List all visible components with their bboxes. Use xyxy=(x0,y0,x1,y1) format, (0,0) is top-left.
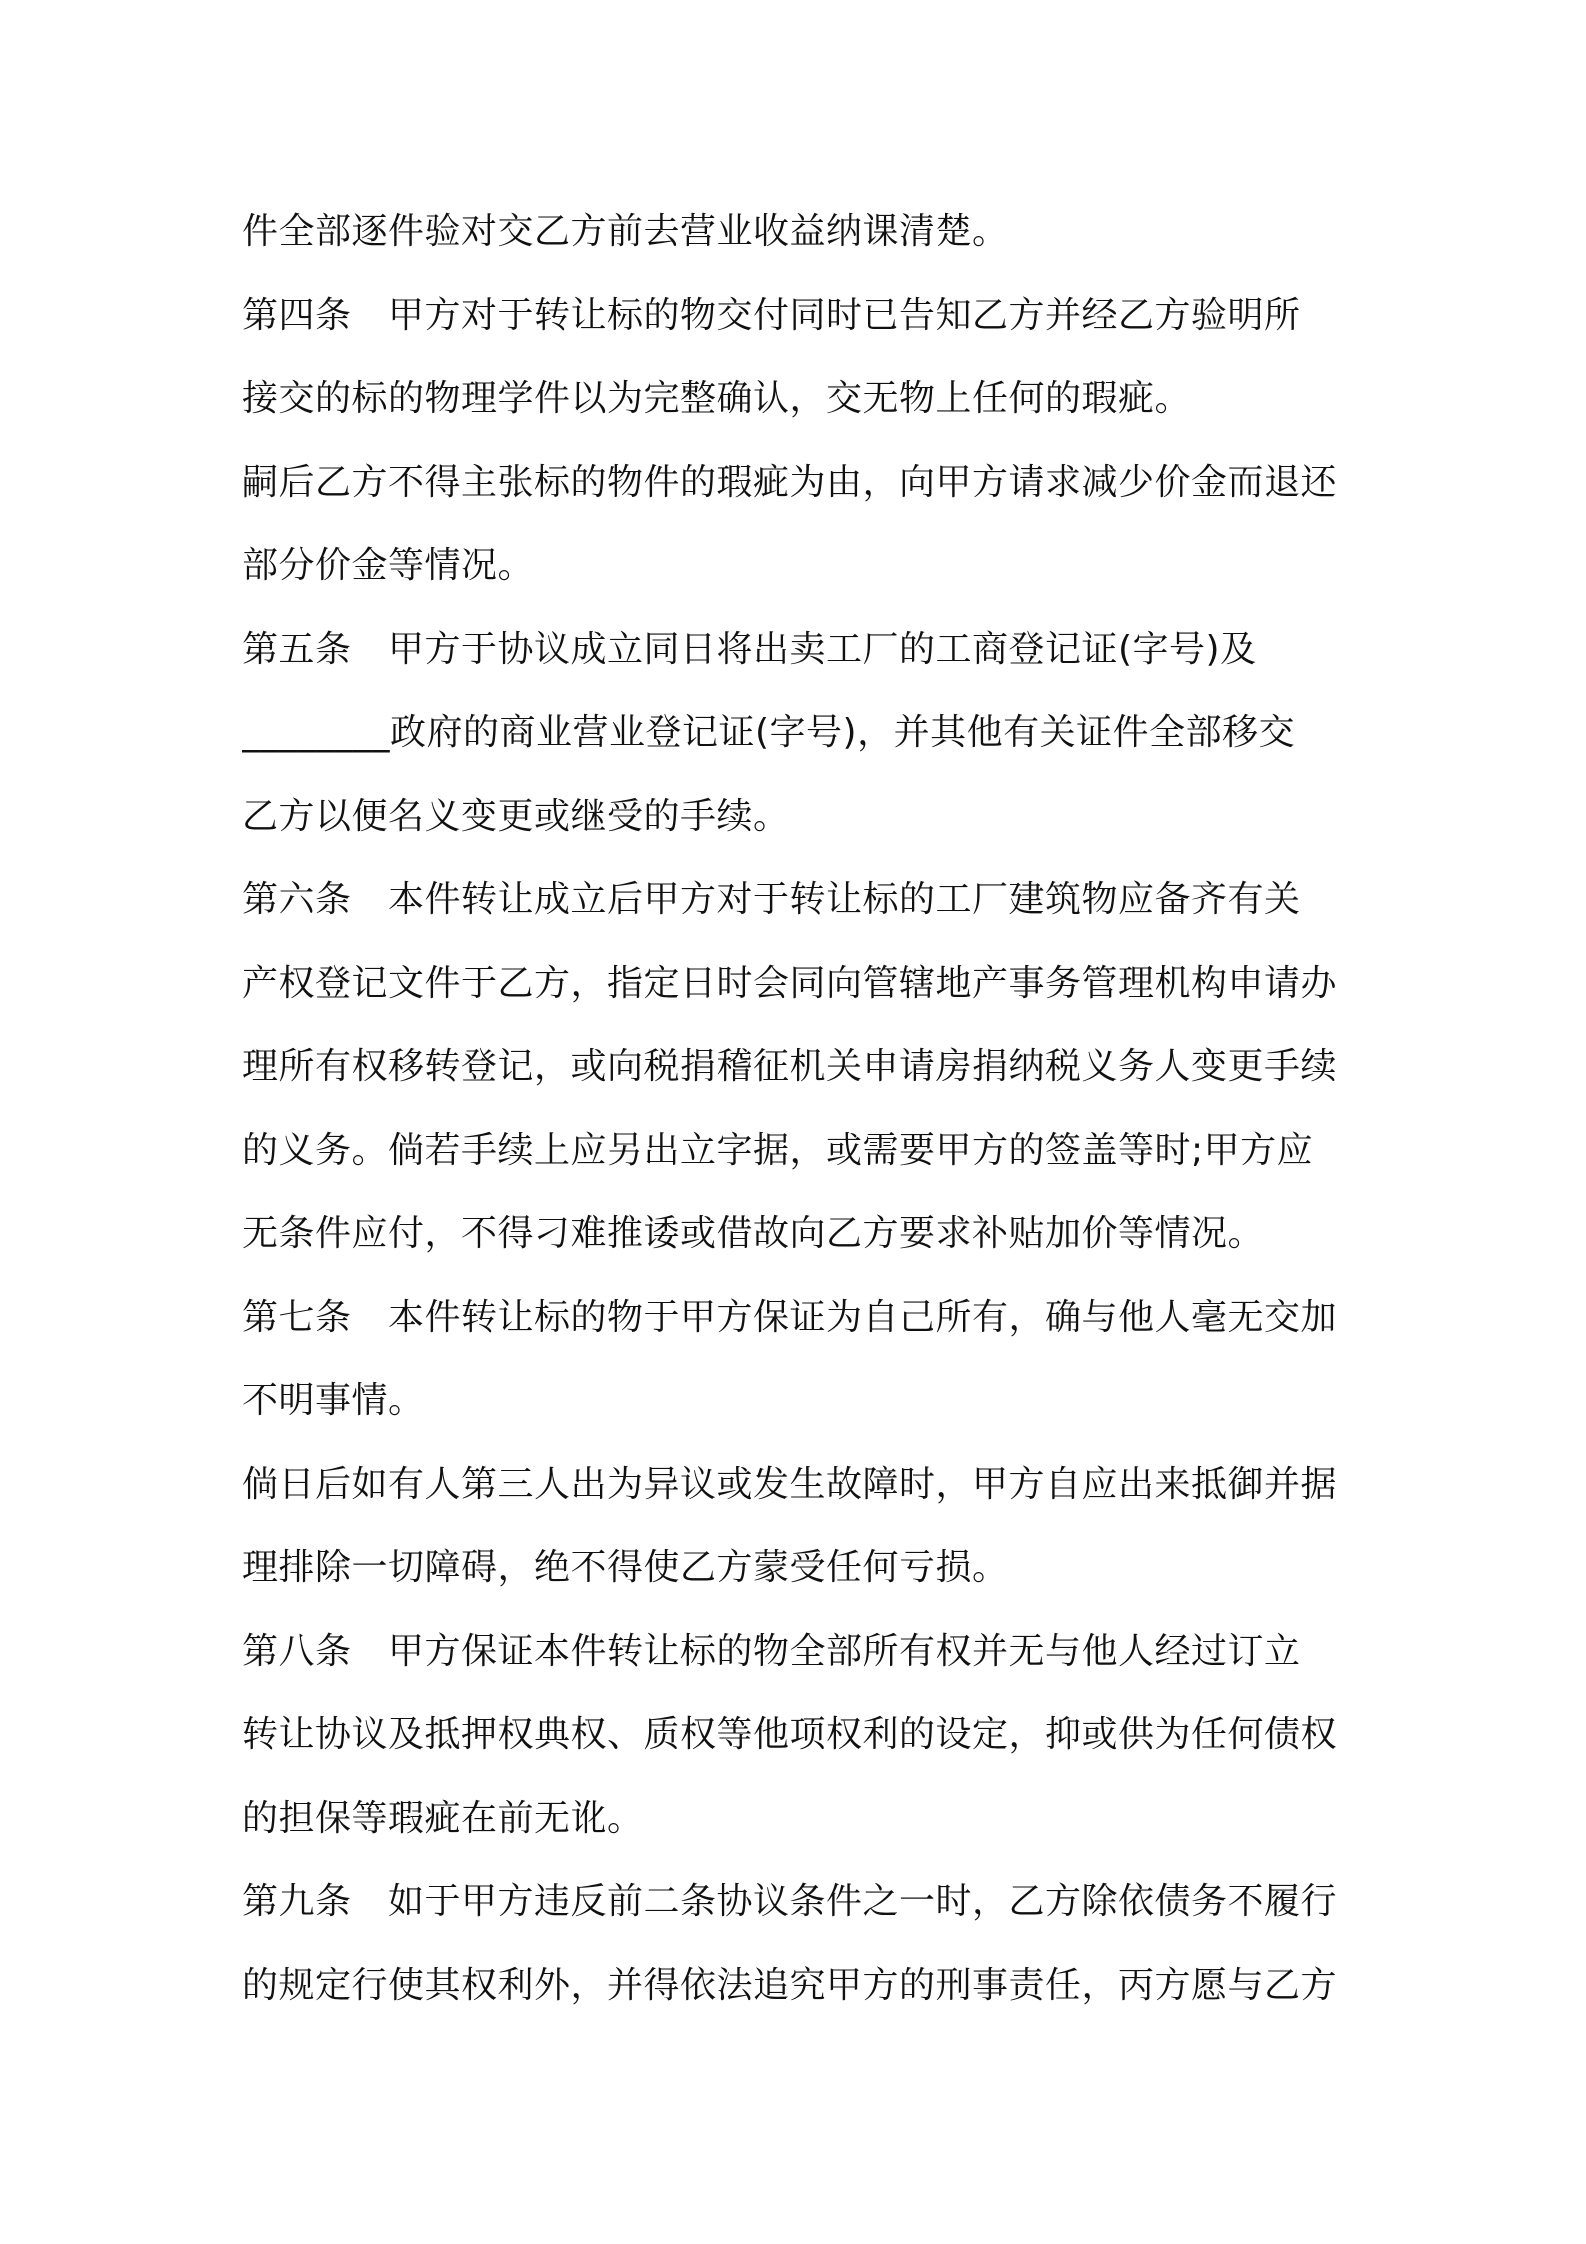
text-line: 乙方以便名义变更或继受的手续。 xyxy=(242,795,790,837)
text-line: 理排除一切障碍，绝不得使乙方蒙受任何亏损。 xyxy=(242,1547,1009,1588)
text-line: 倘日后如有人第三人出为异议或发生故障时，甲方自应出来抵御并据 xyxy=(242,1463,1338,1505)
text-line: 第六条 本件转让成立后甲方对于转让标的工厂建筑物应备齐有关 xyxy=(242,879,1301,920)
text-line: 的担保等瑕疵在前无讹。 xyxy=(242,1797,644,1839)
text-line: 嗣后乙方不得主张标的物件的瑕疵为由，向甲方请求减少价金而退还 xyxy=(242,461,1338,503)
text-line: 第八条 甲方保证本件转让标的物全部所有权并无与他人经过订立 xyxy=(242,1630,1301,1672)
text-line: 的规定行使其权利外，并得依法追究甲方的刑事责任，丙方愿与乙方 xyxy=(242,1964,1338,2006)
text-line: 第七条 本件转让标的物于甲方保证为自己所有，确与他人毫无交加 xyxy=(242,1296,1338,1338)
text-line: 部分价金等情况。 xyxy=(242,545,535,586)
document-body xyxy=(242,190,1362,2027)
text-line: ________政府的商业营业登记证(字号)，并其他有关证件全部移交 xyxy=(242,712,1296,753)
text-line: 接交的标的物理学件以为完整确认，交无物上任何的瑕疵。 xyxy=(242,378,1192,419)
text-line: 第四条 甲方对于转让标的物交付同时已告知乙方并经乙方验明所 xyxy=(242,294,1301,336)
text-line: 转让协议及抵押权典权、质权等他项权利的设定，抑或供为任何债权 xyxy=(242,1714,1338,1755)
text-line: 件全部逐件验对交乙方前去营业收益纳课清楚。 xyxy=(242,211,1009,252)
text-line: 的义务。倘若手续上应另出立字据，或需要甲方的签盖等时;甲方应 xyxy=(242,1129,1314,1171)
text-line: 理所有权移转登记，或向税捐稽征机关申请房捐纳税义务人变更手续 xyxy=(242,1046,1338,1087)
text-line: 第五条 甲方于协议成立同日将出卖工厂的工商登记证(字号)及 xyxy=(242,628,1257,670)
text-line: 不明事情。 xyxy=(242,1380,425,1421)
text-line: 产权登记文件于乙方，指定日时会同向管辖地产事务管理机构申请办 xyxy=(242,962,1338,1004)
text-line: 无条件应付，不得刁难推诿或借故向乙方要求补贴加价等情况。 xyxy=(242,1213,1265,1254)
text-line: 第九条 如于甲方违反前二条协议条件之一时，乙方除依债务不履行 xyxy=(242,1881,1338,1922)
